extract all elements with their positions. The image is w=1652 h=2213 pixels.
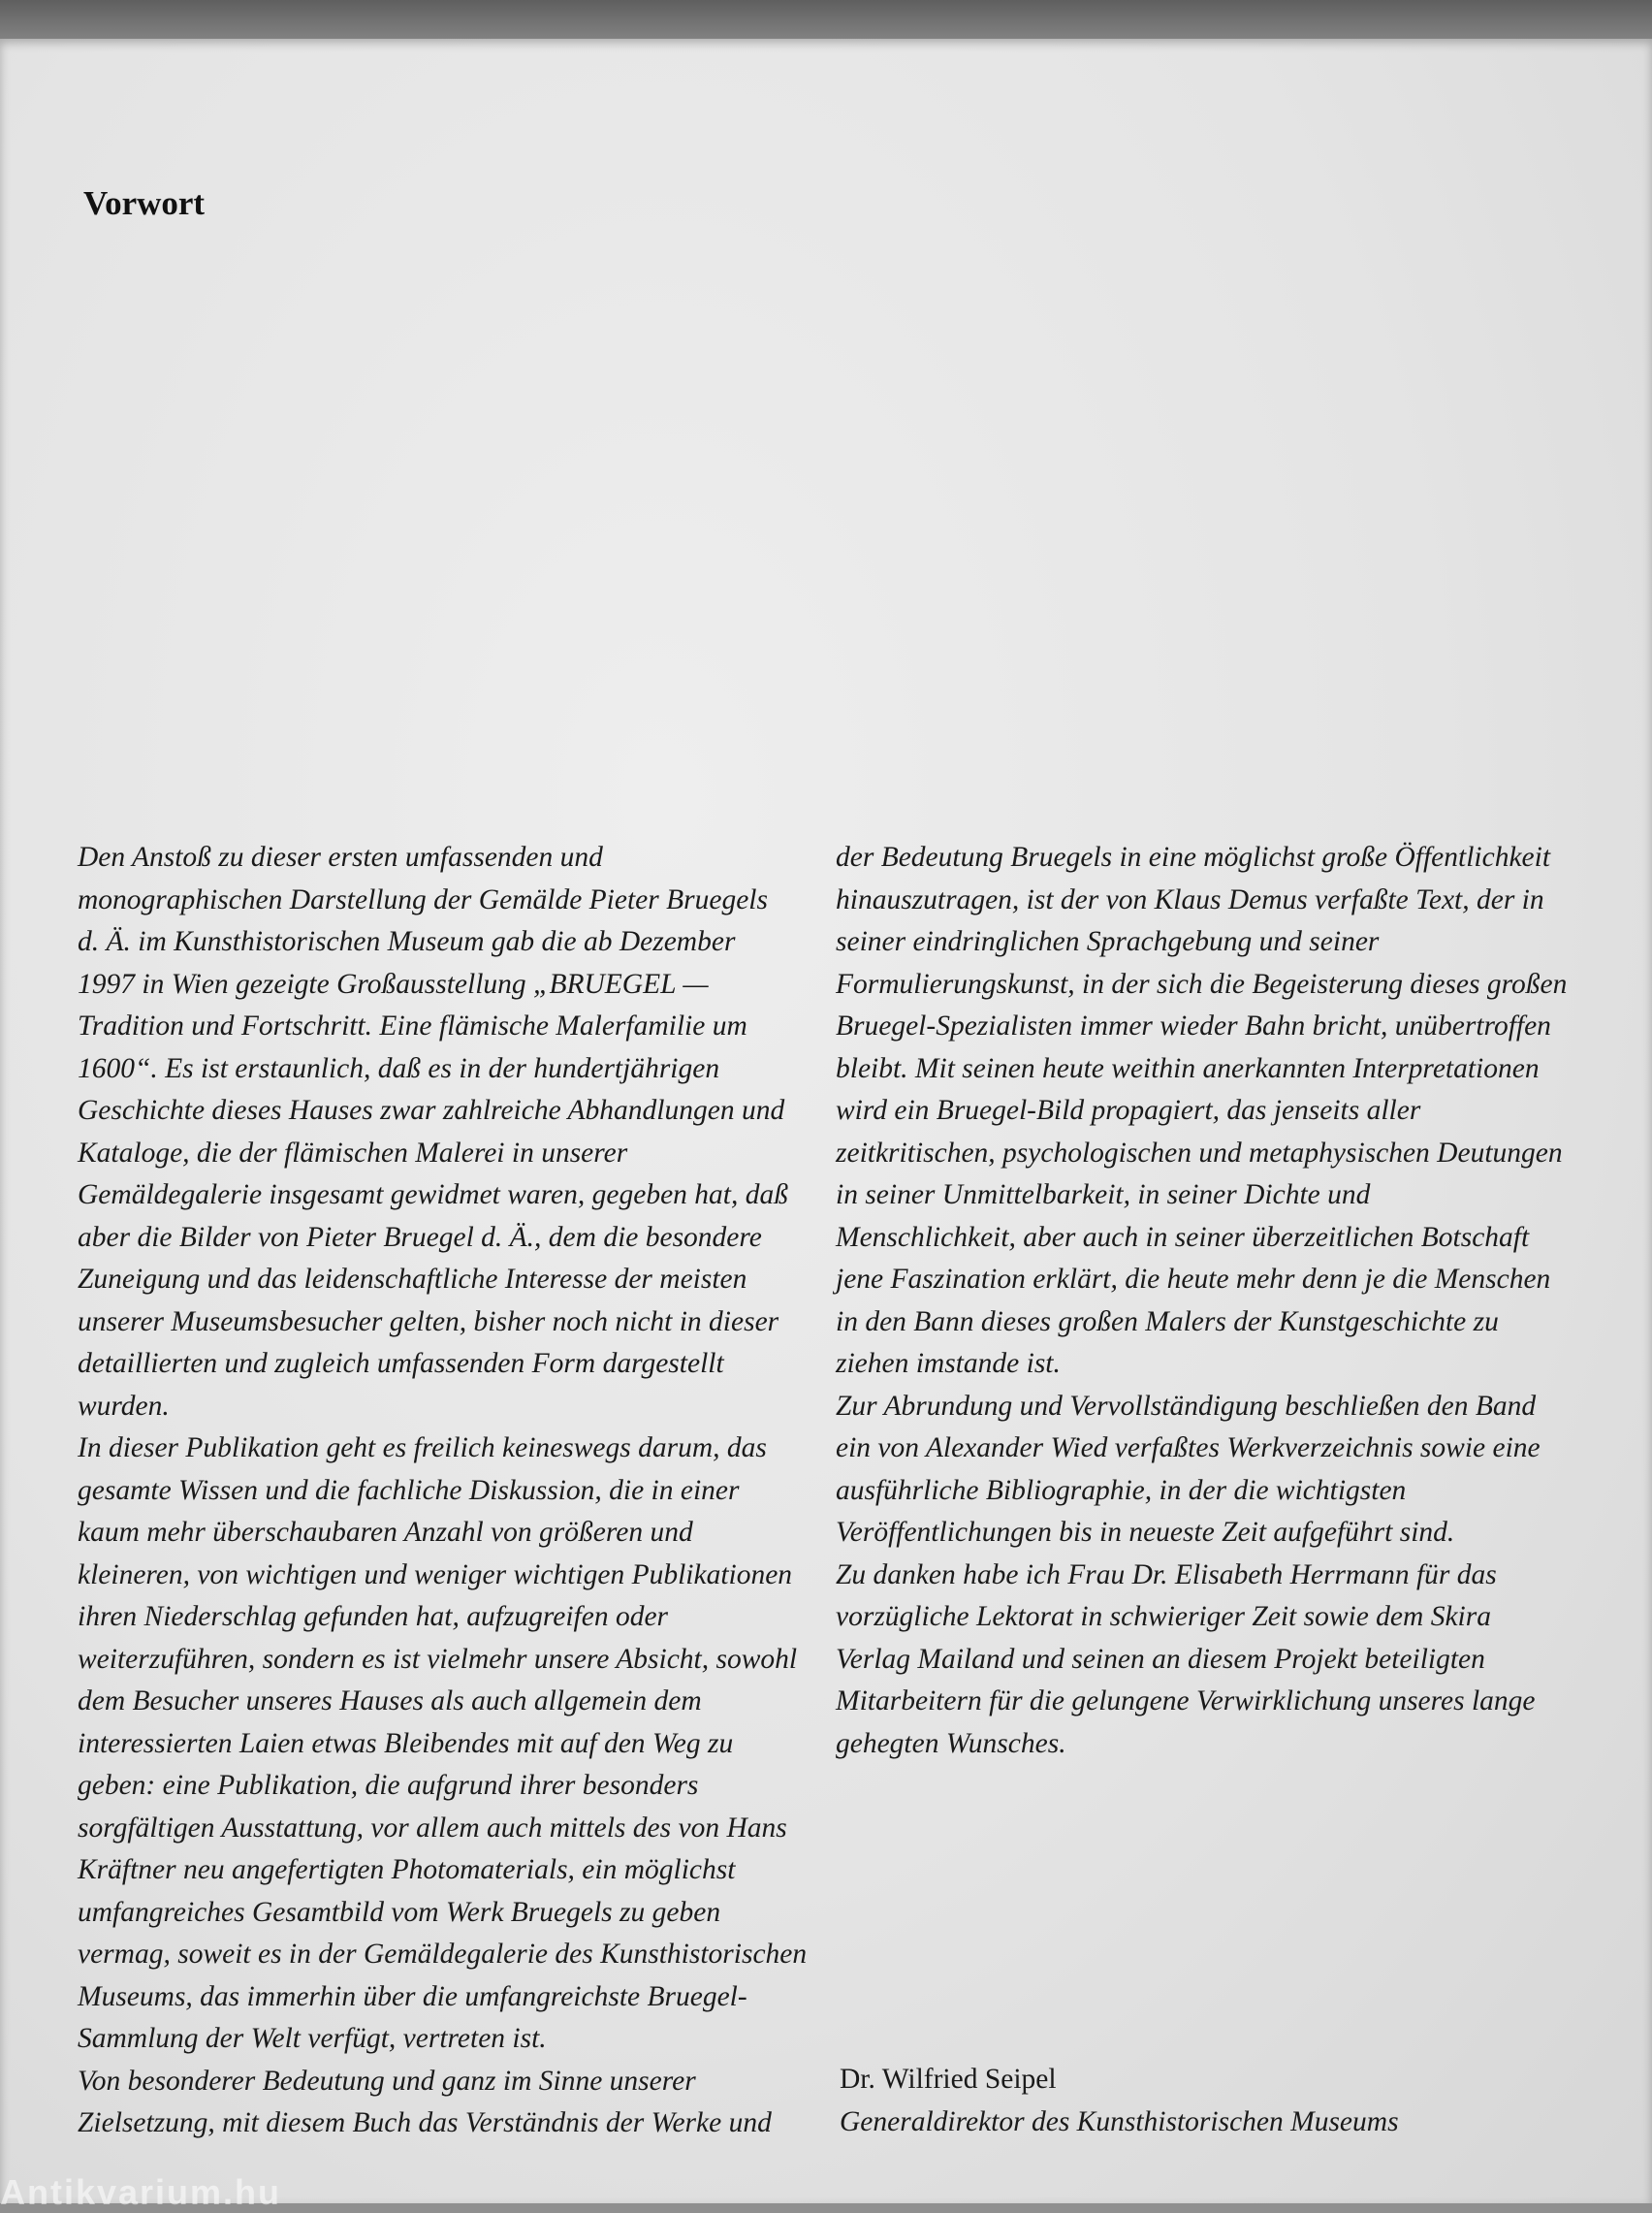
text-line: monographischen Darstellung der Gemälde Pieter Bruegels — [78, 883, 768, 915]
text-line: in den Bann dieses großen Malers der Kunstgeschichte zu — [836, 1305, 1499, 1337]
text-line: Veröffentlichungen bis in neueste Zeit aufgeführt sind. — [836, 1517, 1455, 1548]
text-line: Zielsetzung, mit diesem Buch das Verständnis der Werke und — [78, 2107, 772, 2138]
signature-name: Dr. Wilfried Seipel — [840, 2064, 1057, 2095]
text-line: der Bedeutung Bruegels in eine möglichst große Öffentlichkeit — [836, 842, 1551, 873]
signature-block — [840, 2059, 1399, 2143]
text-line: Zuneigung und das leidenschaftliche Interesse der meisten — [78, 1264, 747, 1295]
text-line: vermag, soweit es in der Gemäldegalerie des Kunsthistorischen — [78, 1939, 808, 1970]
text-line: umfangreiches Gesamtbild vom Werk Bruegels zu geben — [78, 1896, 721, 1928]
text-line: hinauszutragen, ist der von Klaus Demus verfaßte Text, der in — [836, 883, 1544, 915]
text-line: Tradition und Fortschritt. Eine flämische Malerfamilie um — [78, 1010, 747, 1042]
text-line: 1997 in Wien gezeigte Großausstellung „BRUEGEL — — [78, 968, 709, 1000]
text-line: jene Faszination erklärt, die heute mehr denn je die Menschen — [836, 1264, 1551, 1295]
text-line: d. Ä. im Kunsthistorischen Museum gab die ab Dezember — [78, 926, 736, 957]
text-line: kleineren, von wichtigen und weniger wichtigen Publikationen — [78, 1558, 793, 1590]
text-line: Menschlichkeit, aber auch in seiner überzeitlichen Botschaft — [836, 1221, 1530, 1253]
signature-role: Generaldirektor des Kunsthistorischen Museums — [840, 2105, 1399, 2137]
text-line: Formulierungskunst, in der sich die Begeisterung dieses großen — [836, 968, 1568, 1000]
text-line: sorgfältigen Ausstattung, vor allem auch mittels des von Hans — [78, 1812, 787, 1844]
text-line: kaum mehr überschaubaren Anzahl von größeren und — [78, 1517, 693, 1548]
text-line: geben: eine Publikation, die aufgrund ihrer besonders — [78, 1770, 699, 1801]
text-line: Sammlung der Welt verfügt, vertreten ist. — [78, 2023, 547, 2054]
text-line: bleibt. Mit seinen heute weithin anerkannten Interpretationen — [836, 1052, 1540, 1084]
text-line: Bruegel-Spezialisten immer wieder Bahn bricht, unübertroffen — [836, 1010, 1551, 1042]
text-line: wurden. — [78, 1390, 170, 1422]
watermark: Antikvarium.hu — [0, 2172, 282, 2212]
text-line: Den Anstoß zu dieser ersten umfassenden und — [78, 842, 603, 873]
text-line: 1600“. Es ist erstaunlich, daß es in der hundertjährigen — [78, 1052, 720, 1084]
text-line: Geschichte dieses Hauses zwar zahlreiche Abhandlungen und — [78, 1095, 785, 1126]
text-line: Zur Abrundung und Vervollständigung beschließen den Band — [836, 1390, 1537, 1422]
text-line: detaillierten und zugleich umfassenden Form dargestellt — [78, 1348, 724, 1379]
text-line: dem Besucher unseres Hauses als auch allgemein dem — [78, 1685, 702, 1716]
text-column-left — [78, 837, 808, 2145]
text-line: Kataloge, die der flämischen Malerei in unserer — [78, 1137, 628, 1169]
text-line: gehegten Wunsches. — [836, 1727, 1066, 1759]
text-line: Von besonderer Bedeutung und ganz im Sinne unserer — [78, 2065, 696, 2097]
page-title: Vorwort — [83, 184, 206, 222]
text-line: ihren Niederschlag gefunden hat, aufzugreifen oder — [78, 1601, 669, 1632]
text-line: vorzügliche Lektorat in schwieriger Zeit sowie dem Skira — [836, 1601, 1491, 1632]
text-line: wird ein Bruegel-Bild propagiert, das jenseits aller — [836, 1095, 1421, 1126]
text-line: ausführliche Bibliographie, in der die wichtigsten — [836, 1474, 1407, 1506]
text-line: Kräftner neu angefertigten Photomaterials, ein möglichst — [78, 1854, 736, 1885]
text-line: aber die Bilder von Pieter Bruegel d. Ä., dem die besondere — [78, 1221, 762, 1253]
text-line: in seiner Unmittelbarkeit, in seiner Dichte und — [836, 1179, 1371, 1210]
text-line: gesamte Wissen und die fachliche Diskussion, die in einer — [78, 1474, 740, 1506]
text-line: In dieser Publikation geht es freilich keineswegs darum, das — [78, 1432, 767, 1463]
document-page — [0, 39, 1652, 2203]
text-line: ein von Alexander Wied verfaßtes Werkverzeichnis sowie eine — [836, 1432, 1541, 1463]
text-line: weiterzuführen, sondern es ist vielmehr unsere Absicht, sowohl — [78, 1643, 798, 1675]
text-line: ziehen imstande ist. — [836, 1348, 1061, 1379]
text-line: Verlag Mailand und seinen an diesem Projekt beteiligten — [836, 1643, 1485, 1675]
text-column-right — [836, 837, 1573, 1765]
text-line: interessierten Laien etwas Bleibendes mit auf den Weg zu — [78, 1727, 734, 1759]
text-line: Museums, das immerhin über die umfangreichste Bruegel- — [78, 1980, 747, 2012]
text-line: Gemäldegalerie insgesamt gewidmet waren, gegeben hat, daß — [78, 1179, 788, 1210]
text-line: zeitkritischen, psychologischen und metaphysischen Deutungen — [836, 1137, 1563, 1169]
text-line: unserer Museumsbesucher gelten, bisher noch nicht in dieser — [78, 1305, 779, 1337]
text-line: seiner eindringlichen Sprachgebung und seiner — [836, 926, 1380, 957]
text-line: Mitarbeitern für die gelungene Verwirklichung unseres lange — [836, 1685, 1536, 1716]
text-line: Zu danken habe ich Frau Dr. Elisabeth Herrmann für das — [836, 1558, 1497, 1590]
